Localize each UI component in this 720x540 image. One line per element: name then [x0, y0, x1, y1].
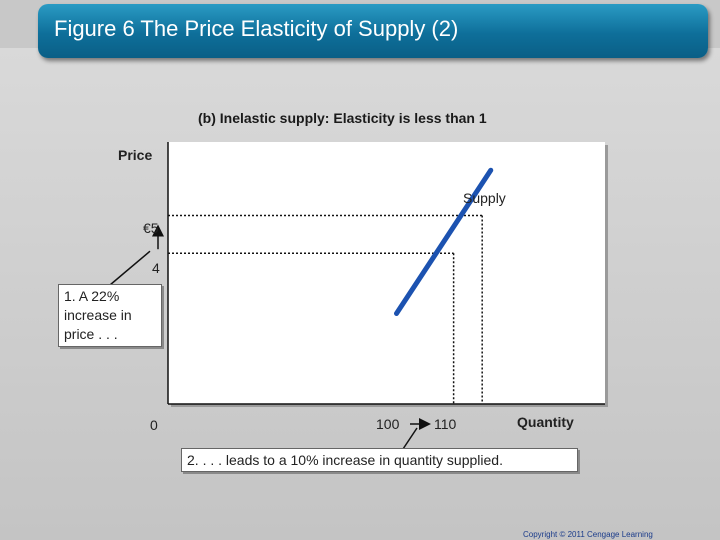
y-tick-label-4: 4 [152, 260, 160, 276]
x-tick-label-110: 110 [434, 416, 457, 432]
origin-label: 0 [150, 417, 158, 433]
x-tick-label-100: 100 [376, 416, 400, 432]
quantity-increase-note: 2. . . . leads to a 10% increase in quantity supplied. [181, 448, 578, 472]
price-increase-note: 1. A 22% increase in price . . . [58, 284, 162, 347]
y-axis-label: Price [118, 147, 153, 163]
chart-subtitle: (b) Inelastic supply: Elasticity is less than 1 [198, 110, 487, 126]
supply-curve-label: Supply [463, 190, 506, 206]
slide-title: Figure 6 The Price Elasticity of Supply (2) [54, 16, 459, 41]
copyright-text: Copyright © 2011 Cengage Learning [523, 530, 653, 539]
price-note-pointer [110, 251, 150, 285]
x-axis-label: Quantity [517, 414, 574, 430]
y-tick-label-5: €5 [143, 220, 159, 236]
quantity-note-pointer [403, 428, 417, 449]
